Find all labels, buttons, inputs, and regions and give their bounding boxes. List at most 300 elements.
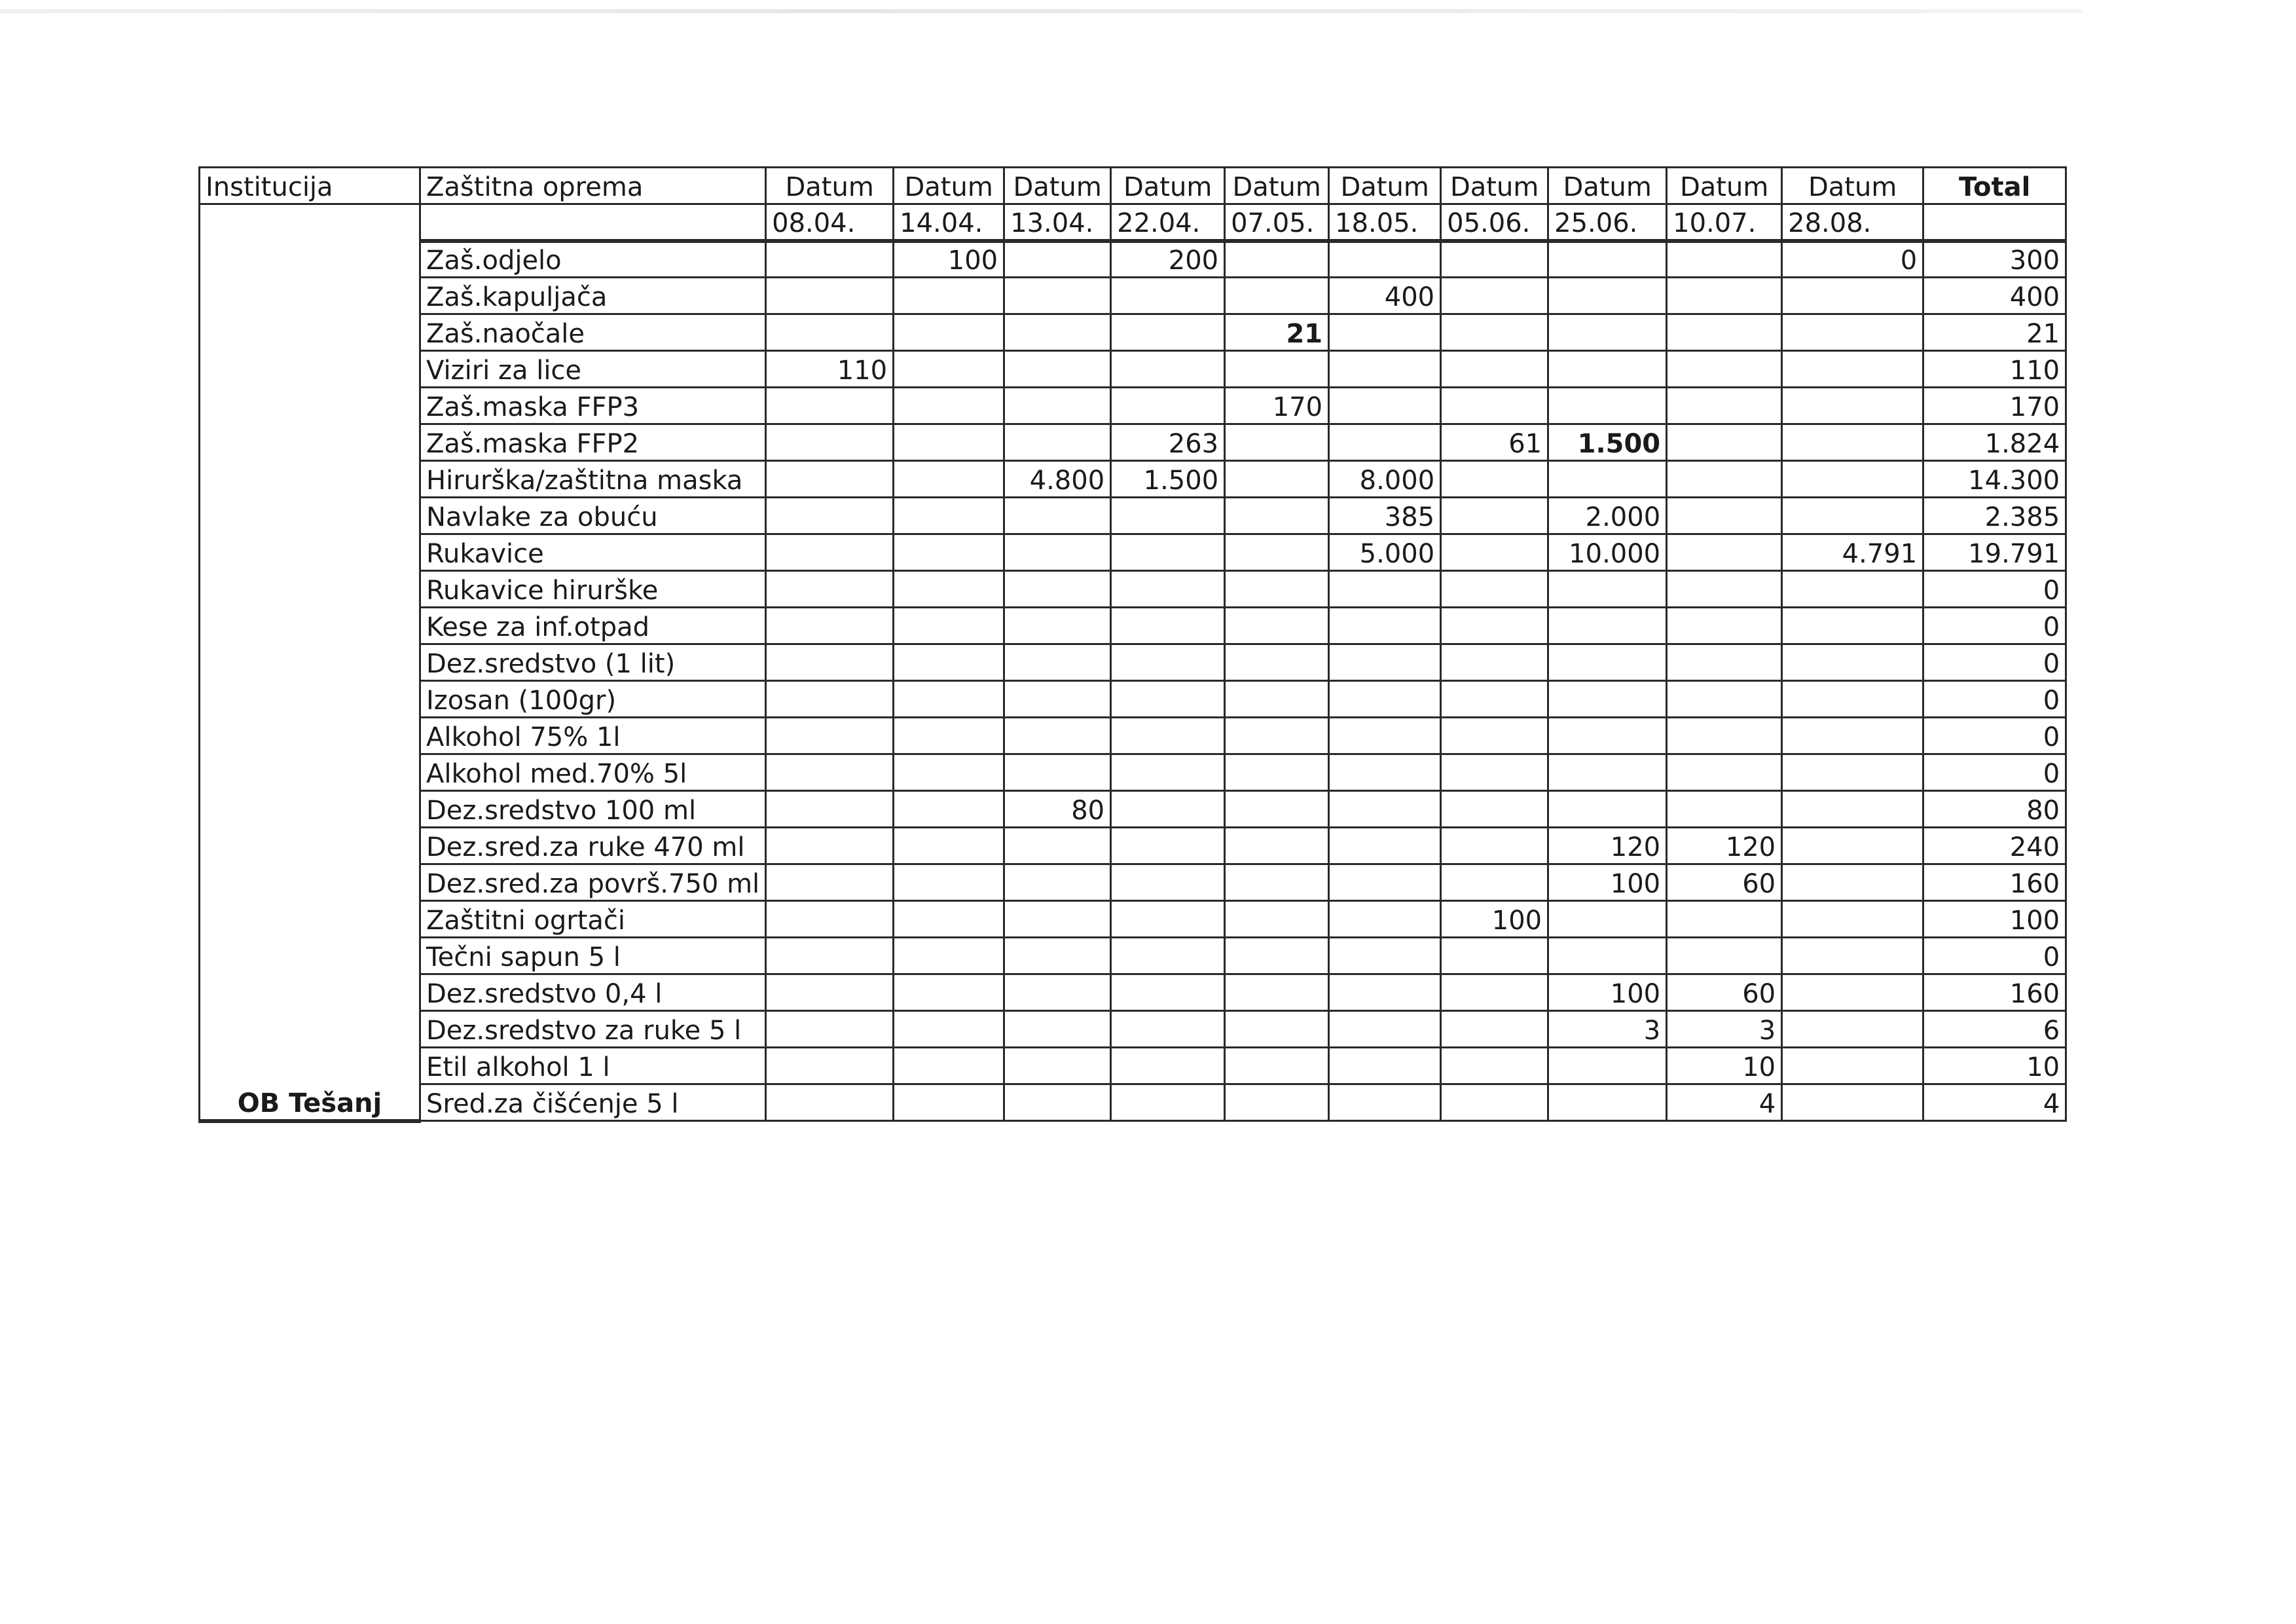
table-row [200, 608, 2066, 644]
quantity-cell: 120 [1667, 828, 1782, 864]
equipment-item: Zaš.kapuljača [420, 278, 766, 314]
quantity-cell [1782, 901, 1923, 938]
quantity-cell [1329, 351, 1441, 388]
quantity-cell: 8.000 [1329, 461, 1441, 498]
quantity-cell [1004, 974, 1111, 1011]
quantity-cell [1667, 938, 1782, 974]
quantity-cell [1225, 461, 1329, 498]
quantity-cell [1441, 1011, 1548, 1048]
table-row [200, 424, 2066, 461]
quantity-cell [766, 241, 894, 278]
quantity-cell: 60 [1667, 864, 1782, 901]
row-total: 10 [1923, 1048, 2066, 1084]
quantity-cell [1225, 278, 1329, 314]
quantity-cell [1111, 388, 1225, 424]
row-total: 300 [1923, 241, 2066, 278]
quantity-cell: 100 [1548, 864, 1667, 901]
quantity-cell [1548, 644, 1667, 681]
quantity-cell [1329, 754, 1441, 791]
quantity-cell [766, 278, 894, 314]
quantity-cell [1782, 351, 1923, 388]
quantity-cell [1004, 571, 1111, 608]
quantity-cell [894, 754, 1004, 791]
table-row [200, 681, 2066, 718]
quantity-cell [1004, 1084, 1111, 1121]
quantity-cell [1225, 608, 1329, 644]
quantity-cell [766, 974, 894, 1011]
equipment-item: Viziri za lice [420, 351, 766, 388]
quantity-cell: 100 [1548, 974, 1667, 1011]
table-row [200, 754, 2066, 791]
quantity-cell [894, 974, 1004, 1011]
quantity-cell [1225, 498, 1329, 534]
quantity-cell: 5.000 [1329, 534, 1441, 571]
quantity-cell [1329, 828, 1441, 864]
table-row [200, 1048, 2066, 1084]
quantity-cell: 100 [1441, 901, 1548, 938]
quantity-cell: 110 [766, 351, 894, 388]
quantity-cell [1548, 608, 1667, 644]
quantity-cell [1548, 791, 1667, 828]
quantity-cell [1782, 461, 1923, 498]
quantity-cell [766, 424, 894, 461]
quantity-cell [1441, 608, 1548, 644]
quantity-cell [1441, 461, 1548, 498]
quantity-cell [1782, 864, 1923, 901]
equipment-header: Zaštitna oprema [420, 168, 766, 204]
quantity-cell [1548, 241, 1667, 278]
quantity-cell [1111, 938, 1225, 974]
date-header: Datum [894, 168, 1004, 204]
quantity-cell [1111, 534, 1225, 571]
quantity-cell [1441, 864, 1548, 901]
quantity-cell [1441, 791, 1548, 828]
row-total: 110 [1923, 351, 2066, 388]
quantity-cell [1329, 718, 1441, 754]
equipment-item: Dez.sredstvo 0,4 l [420, 974, 766, 1011]
quantity-cell [766, 498, 894, 534]
equipment-item: Dez.sredstvo 100 ml [420, 791, 766, 828]
date-value: 22.04. [1111, 204, 1225, 241]
table-row [200, 571, 2066, 608]
table-row [200, 388, 2066, 424]
row-total: 4 [1923, 1084, 2066, 1121]
quantity-cell [1111, 828, 1225, 864]
quantity-cell [1225, 718, 1329, 754]
quantity-cell: 400 [1329, 278, 1441, 314]
quantity-cell [1441, 241, 1548, 278]
quantity-cell [1329, 571, 1441, 608]
quantity-cell [1004, 754, 1111, 791]
quantity-cell [1004, 608, 1111, 644]
quantity-cell [1441, 754, 1548, 791]
quantity-cell [766, 314, 894, 351]
quantity-cell [1667, 718, 1782, 754]
institution-header: Institucija [200, 168, 420, 204]
quantity-cell [1111, 681, 1225, 718]
quantity-cell [766, 534, 894, 571]
equipment-item: Alkohol 75% 1l [420, 718, 766, 754]
quantity-cell [1667, 571, 1782, 608]
quantity-cell: 263 [1111, 424, 1225, 461]
quantity-cell: 170 [1225, 388, 1329, 424]
quantity-cell [1225, 901, 1329, 938]
quantity-cell [1111, 901, 1225, 938]
quantity-cell [1441, 351, 1548, 388]
date-value: 07.05. [1225, 204, 1329, 241]
quantity-cell [1548, 278, 1667, 314]
quantity-cell [1782, 938, 1923, 974]
quantity-cell [1111, 608, 1225, 644]
quantity-cell: 385 [1329, 498, 1441, 534]
quantity-cell [1782, 571, 1923, 608]
date-header: Datum [1329, 168, 1441, 204]
quantity-cell [894, 681, 1004, 718]
quantity-cell [1225, 644, 1329, 681]
quantity-cell [1667, 534, 1782, 571]
row-total: 2.385 [1923, 498, 2066, 534]
quantity-cell [1782, 974, 1923, 1011]
quantity-cell [766, 571, 894, 608]
quantity-cell [766, 1084, 894, 1121]
quantity-cell [766, 644, 894, 681]
quantity-cell: 100 [894, 241, 1004, 278]
date-value: 25.06. [1548, 204, 1667, 241]
quantity-cell [1782, 314, 1923, 351]
quantity-cell: 2.000 [1548, 498, 1667, 534]
quantity-cell [1004, 241, 1111, 278]
equipment-item: Dez.sredstvo (1 lit) [420, 644, 766, 681]
quantity-cell [1441, 718, 1548, 754]
quantity-cell [1225, 754, 1329, 791]
equipment-item: Izosan (100gr) [420, 681, 766, 718]
table-row [200, 1084, 2066, 1121]
quantity-cell [1004, 681, 1111, 718]
quantity-cell [1225, 241, 1329, 278]
quantity-cell: 60 [1667, 974, 1782, 1011]
quantity-cell [894, 1084, 1004, 1121]
quantity-cell [894, 571, 1004, 608]
quantity-cell [1225, 791, 1329, 828]
quantity-cell [1441, 974, 1548, 1011]
quantity-cell [1004, 498, 1111, 534]
quantity-cell [1111, 1048, 1225, 1084]
table-row [200, 938, 2066, 974]
quantity-cell [1782, 1084, 1923, 1121]
quantity-cell [1225, 1011, 1329, 1048]
quantity-cell [1004, 314, 1111, 351]
table-row [200, 278, 2066, 314]
quantity-cell [1329, 1084, 1441, 1121]
quantity-cell [1225, 938, 1329, 974]
quantity-cell [1782, 718, 1923, 754]
quantity-cell [1548, 754, 1667, 791]
total-header: Total [1923, 168, 2066, 204]
quantity-cell [766, 461, 894, 498]
quantity-cell [1667, 314, 1782, 351]
quantity-cell: 4 [1667, 1084, 1782, 1121]
quantity-cell: 1.500 [1111, 461, 1225, 498]
table-row [200, 828, 2066, 864]
quantity-cell [1441, 1048, 1548, 1084]
quantity-cell [1441, 534, 1548, 571]
quantity-cell [1329, 974, 1441, 1011]
quantity-cell: 21 [1225, 314, 1329, 351]
table-row [200, 791, 2066, 828]
row-total: 0 [1923, 571, 2066, 608]
table-row [200, 644, 2066, 681]
equipment-item: Rukavice [420, 534, 766, 571]
quantity-cell [1782, 498, 1923, 534]
quantity-cell [1004, 278, 1111, 314]
quantity-cell [894, 644, 1004, 681]
equipment-item: Etil alkohol 1 l [420, 1048, 766, 1084]
quantity-cell [1329, 1048, 1441, 1084]
quantity-cell [1782, 278, 1923, 314]
quantity-cell [1782, 424, 1923, 461]
equipment-item: Zaštitni ogrtači [420, 901, 766, 938]
equipment-item: Navlake za obuću [420, 498, 766, 534]
row-total: 0 [1923, 681, 2066, 718]
quantity-cell [766, 901, 894, 938]
quantity-cell [1782, 644, 1923, 681]
date-value: 05.06. [1441, 204, 1548, 241]
date-header: Datum [766, 168, 894, 204]
quantity-cell [1111, 718, 1225, 754]
quantity-cell [1441, 644, 1548, 681]
row-total: 100 [1923, 901, 2066, 938]
quantity-cell [766, 681, 894, 718]
quantity-cell [1441, 828, 1548, 864]
quantity-cell: 120 [1548, 828, 1667, 864]
quantity-cell [894, 1011, 1004, 1048]
quantity-cell [1225, 828, 1329, 864]
quantity-cell [1667, 644, 1782, 681]
scan-top-edge [0, 9, 2082, 13]
quantity-cell: 3 [1548, 1011, 1667, 1048]
quantity-cell [766, 718, 894, 754]
row-total: 0 [1923, 718, 2066, 754]
quantity-cell [1225, 424, 1329, 461]
quantity-cell [766, 791, 894, 828]
quantity-cell [1329, 791, 1441, 828]
equipment-item: Sred.za čišćenje 5 l [420, 1084, 766, 1121]
date-header: Datum [1548, 168, 1667, 204]
row-total: 6 [1923, 1011, 2066, 1048]
equipment-item: Zaš.maska FFP2 [420, 424, 766, 461]
equipment-item: Zaš.naočale [420, 314, 766, 351]
quantity-cell [1667, 461, 1782, 498]
quantity-cell [1667, 241, 1782, 278]
quantity-cell [1667, 901, 1782, 938]
quantity-cell [1225, 351, 1329, 388]
date-row [200, 204, 2066, 241]
table-row [200, 974, 2066, 1011]
quantity-cell [894, 388, 1004, 424]
quantity-cell: 4.800 [1004, 461, 1111, 498]
quantity-cell [1441, 938, 1548, 974]
equipment-item: Dez.sredstvo za ruke 5 l [420, 1011, 766, 1048]
equipment-item: Rukavice hirurške [420, 571, 766, 608]
row-total: 170 [1923, 388, 2066, 424]
quantity-cell [1782, 1048, 1923, 1084]
equipment-item: Tečni sapun 5 l [420, 938, 766, 974]
table-row [200, 351, 2066, 388]
quantity-cell [1441, 571, 1548, 608]
quantity-cell [1441, 498, 1548, 534]
quantity-cell [1782, 681, 1923, 718]
institution-name: OB Tešanj [200, 204, 420, 1121]
table-row [200, 864, 2066, 901]
header-row [200, 168, 2066, 204]
quantity-cell [1111, 498, 1225, 534]
equipment-item: Kese za inf.otpad [420, 608, 766, 644]
date-value: 18.05. [1329, 204, 1441, 241]
quantity-cell [1004, 644, 1111, 681]
row-total: 0 [1923, 938, 2066, 974]
quantity-cell [1667, 388, 1782, 424]
quantity-cell [1004, 351, 1111, 388]
quantity-cell [1548, 1048, 1667, 1084]
quantity-cell [1548, 718, 1667, 754]
quantity-cell [1667, 681, 1782, 718]
quantity-cell [1548, 461, 1667, 498]
quantity-cell [1548, 388, 1667, 424]
quantity-cell [894, 461, 1004, 498]
date-header: Datum [1111, 168, 1225, 204]
quantity-cell: 10 [1667, 1048, 1782, 1084]
date-value: 14.04. [894, 204, 1004, 241]
quantity-cell [894, 791, 1004, 828]
quantity-cell [1667, 608, 1782, 644]
quantity-cell [766, 1048, 894, 1084]
quantity-cell [1329, 388, 1441, 424]
quantity-cell [894, 534, 1004, 571]
quantity-cell: 1.500 [1548, 424, 1667, 461]
quantity-cell [1782, 608, 1923, 644]
quantity-cell [1004, 388, 1111, 424]
quantity-cell [1441, 314, 1548, 351]
quantity-cell [1441, 278, 1548, 314]
row-total: 0 [1923, 754, 2066, 791]
quantity-cell [1111, 351, 1225, 388]
quantity-cell [1782, 754, 1923, 791]
quantity-cell [766, 608, 894, 644]
quantity-cell [1441, 388, 1548, 424]
quantity-cell [1111, 314, 1225, 351]
quantity-cell [1548, 938, 1667, 974]
quantity-cell: 200 [1111, 241, 1225, 278]
quantity-cell [894, 498, 1004, 534]
quantity-cell [1548, 351, 1667, 388]
quantity-cell [894, 1048, 1004, 1084]
table-row [200, 1011, 2066, 1048]
row-total: 160 [1923, 974, 2066, 1011]
quantity-cell [1782, 791, 1923, 828]
equipment-item: Hirurška/zaštitna maska [420, 461, 766, 498]
quantity-cell [894, 938, 1004, 974]
row-total: 400 [1923, 278, 2066, 314]
row-total: 1.824 [1923, 424, 2066, 461]
quantity-cell [1004, 424, 1111, 461]
quantity-cell [1004, 938, 1111, 974]
quantity-cell [1111, 791, 1225, 828]
quantity-cell [766, 754, 894, 791]
quantity-cell: 3 [1667, 1011, 1782, 1048]
quantity-cell [1441, 681, 1548, 718]
date-header: Datum [1667, 168, 1782, 204]
quantity-cell [1111, 571, 1225, 608]
quantity-cell [1548, 681, 1667, 718]
equipment-item: Dez.sred.za ruke 470 ml [420, 828, 766, 864]
quantity-cell [766, 864, 894, 901]
equipment-item: Zaš.maska FFP3 [420, 388, 766, 424]
quantity-cell [894, 608, 1004, 644]
quantity-cell [1548, 571, 1667, 608]
quantity-cell [1329, 608, 1441, 644]
quantity-cell [1329, 644, 1441, 681]
quantity-cell [766, 1011, 894, 1048]
quantity-cell [1004, 1011, 1111, 1048]
quantity-cell [1329, 864, 1441, 901]
date-header: Datum [1004, 168, 1111, 204]
table-row [200, 241, 2066, 278]
quantity-cell [1225, 1084, 1329, 1121]
date-header: Datum [1441, 168, 1548, 204]
row-total: 160 [1923, 864, 2066, 901]
quantity-cell [894, 864, 1004, 901]
quantity-cell [1329, 1011, 1441, 1048]
quantity-cell [1111, 1011, 1225, 1048]
row-total: 80 [1923, 791, 2066, 828]
quantity-cell [894, 828, 1004, 864]
date-header: Datum [1225, 168, 1329, 204]
quantity-cell [1225, 534, 1329, 571]
quantity-cell [1329, 314, 1441, 351]
date-value: 08.04. [766, 204, 894, 241]
equipment-item: Alkohol med.70% 5l [420, 754, 766, 791]
quantity-cell: 0 [1782, 241, 1923, 278]
quantity-cell [894, 424, 1004, 461]
quantity-cell [1782, 828, 1923, 864]
quantity-cell [766, 938, 894, 974]
quantity-cell: 80 [1004, 791, 1111, 828]
quantity-cell [766, 828, 894, 864]
quantity-cell [1548, 1084, 1667, 1121]
quantity-cell [894, 314, 1004, 351]
row-total: 14.300 [1923, 461, 2066, 498]
quantity-cell [1329, 901, 1441, 938]
row-total: 21 [1923, 314, 2066, 351]
quantity-cell [1667, 424, 1782, 461]
quantity-cell [1225, 571, 1329, 608]
row-total: 240 [1923, 828, 2066, 864]
quantity-cell [1667, 791, 1782, 828]
quantity-cell [1329, 938, 1441, 974]
quantity-cell [1111, 754, 1225, 791]
table-row [200, 901, 2066, 938]
quantity-cell [1441, 1084, 1548, 1121]
table-row [200, 498, 2066, 534]
table-row [200, 314, 2066, 351]
quantity-cell: 10.000 [1548, 534, 1667, 571]
date-value: 28.08. [1782, 204, 1923, 241]
row-total: 0 [1923, 608, 2066, 644]
equipment-item: Zaš.odjelo [420, 241, 766, 278]
table-row [200, 718, 2066, 754]
quantity-cell [1225, 864, 1329, 901]
quantity-cell [766, 388, 894, 424]
